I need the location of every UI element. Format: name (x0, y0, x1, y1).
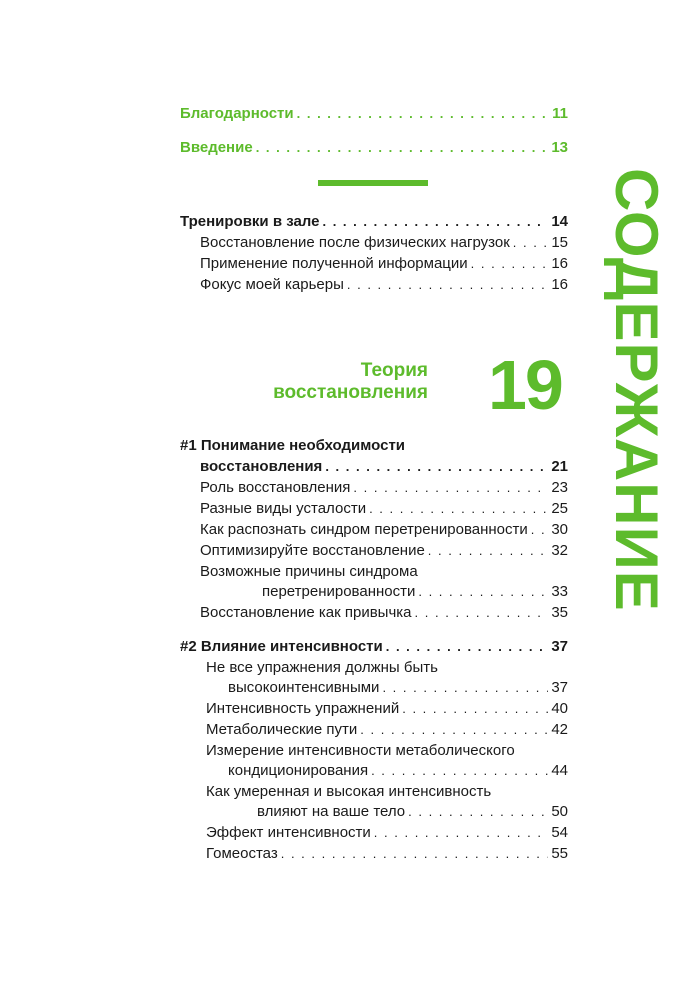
toc-subentry[interactable] (200, 254, 568, 273)
leader-dots (408, 802, 548, 821)
toc-subentry[interactable] (200, 603, 568, 622)
leader-dots (353, 478, 548, 497)
toc-entry-label: Роль восстановления (200, 479, 351, 496)
toc-entry-page: 32 (551, 542, 568, 559)
contents-heading-text: СОДЕРЖАНИЕ (603, 168, 670, 612)
toc-entry-page: 33 (551, 583, 568, 600)
toc-subentry[interactable] (200, 541, 568, 560)
toc-entry-label: Фокус моей карьеры (200, 276, 344, 293)
toc-entry-chapter-2[interactable] (180, 637, 568, 656)
toc-entry-label: влияют на ваше тело (257, 803, 406, 820)
leader-dots (386, 637, 549, 656)
toc-entry-page: 13 (551, 139, 568, 156)
leader-dots (360, 720, 548, 739)
toc-entry-page: 14 (551, 213, 568, 230)
toc-entry-page: 40 (551, 700, 568, 717)
leader-dots (371, 761, 548, 780)
toc-subentry[interactable] (200, 478, 568, 497)
leader-dots (322, 212, 548, 231)
toc-entry-introduction[interactable] (180, 138, 568, 157)
toc-subentry[interactable] (206, 720, 568, 739)
toc-subentry[interactable] (200, 233, 568, 252)
toc-entry-page: 42 (551, 721, 568, 738)
toc-entry-label: восстановления (200, 458, 323, 475)
leader-dots (374, 823, 549, 842)
part-number: 19 (488, 346, 562, 424)
toc-entry-label: Как распознать синдром перетренированности (200, 521, 528, 538)
toc-entry-label: высокоинтенсивными (228, 679, 380, 696)
toc-entry-label: Гомеостаз (206, 845, 278, 862)
toc-entry-label: Благодарности (180, 105, 294, 122)
toc-entry-page: 16 (551, 276, 568, 293)
toc-entry-label: кондиционирования (228, 762, 369, 779)
toc-entry-label: перетренированности (262, 583, 416, 600)
toc-subentry[interactable] (206, 823, 568, 842)
leader-dots (347, 275, 548, 294)
leader-dots (297, 104, 550, 123)
toc-subentry[interactable] (262, 582, 568, 601)
toc-entry-page: 50 (551, 803, 568, 820)
toc-entry-label: Интенсивность упражнений (206, 700, 400, 717)
leader-dots (369, 499, 548, 518)
part-title-line: восстановления (273, 382, 428, 403)
toc-entry-page: 25 (551, 500, 568, 517)
toc-subentry-line: Как умеренная и высокая интенсивность (206, 783, 492, 800)
toc-subentry[interactable] (257, 802, 568, 821)
toc-entry-page: 30 (551, 521, 568, 538)
toc-entry-chapter-1[interactable] (200, 457, 568, 476)
toc-entry-label: #2 Влияние интенсивности (180, 638, 383, 655)
toc-entry-label: Восстановление как привычка (200, 604, 412, 621)
part-title (232, 360, 428, 404)
part-title-line: Теория (360, 360, 428, 381)
toc-subentry[interactable] (200, 520, 568, 539)
toc-entry-label: Эффект интенсивности (206, 824, 371, 841)
toc-entry-label: Разные виды усталости (200, 500, 367, 517)
toc-subentry[interactable] (206, 844, 568, 863)
toc-subentry[interactable] (206, 699, 568, 718)
toc-entry-gym-training[interactable] (180, 212, 568, 231)
toc-entry-page: 21 (551, 458, 568, 475)
toc-entry-page: 23 (551, 479, 568, 496)
toc-subentry[interactable] (200, 275, 568, 294)
toc-entry-page: 15 (551, 234, 568, 251)
toc-entry-label: Введение (180, 139, 253, 156)
toc-entry-page: 11 (552, 105, 568, 122)
leader-dots (418, 582, 548, 601)
toc-entry-page: 54 (551, 824, 568, 841)
toc-entry-label: Применение полученной информации (200, 255, 468, 272)
toc-entry-label: Оптимизируйте восстановление (200, 542, 425, 559)
toc-entry-page: 37 (551, 679, 568, 696)
leader-dots (402, 699, 548, 718)
toc-subentry-line: Измерение интенсивности метаболического (206, 742, 515, 759)
leader-dots (382, 678, 548, 697)
leader-dots (471, 254, 549, 273)
leader-dots (281, 844, 549, 863)
leader-dots (531, 520, 549, 539)
leader-dots (513, 233, 549, 252)
toc-entry-label: Восстановление после физических нагрузок (200, 234, 510, 251)
toc-entry-acknowledgements[interactable] (180, 104, 568, 123)
toc-subentry[interactable] (228, 761, 568, 780)
toc-subentry[interactable] (228, 678, 568, 697)
leader-dots (428, 541, 549, 560)
leader-dots (415, 603, 549, 622)
leader-dots (256, 138, 549, 157)
toc-subentry-line: Возможные причины синдрома (200, 563, 418, 580)
leader-dots (325, 457, 548, 476)
toc-entry-page: 37 (551, 638, 568, 655)
toc-entry-page: 44 (551, 762, 568, 779)
contents-heading (602, 112, 670, 668)
toc-entry-page: 35 (551, 604, 568, 621)
toc-entry-label: Тренировки в зале (180, 213, 320, 230)
toc-entry-page: 55 (551, 845, 568, 862)
section-divider (318, 180, 428, 186)
chapter-title: #1 Понимание необходимости (180, 437, 406, 454)
toc-entry-page: 16 (551, 255, 568, 272)
toc-entry-label: Метаболические пути (206, 721, 358, 738)
toc-subentry[interactable] (200, 499, 568, 518)
toc-subentry-line: Не все упражнения должны быть (206, 659, 438, 676)
